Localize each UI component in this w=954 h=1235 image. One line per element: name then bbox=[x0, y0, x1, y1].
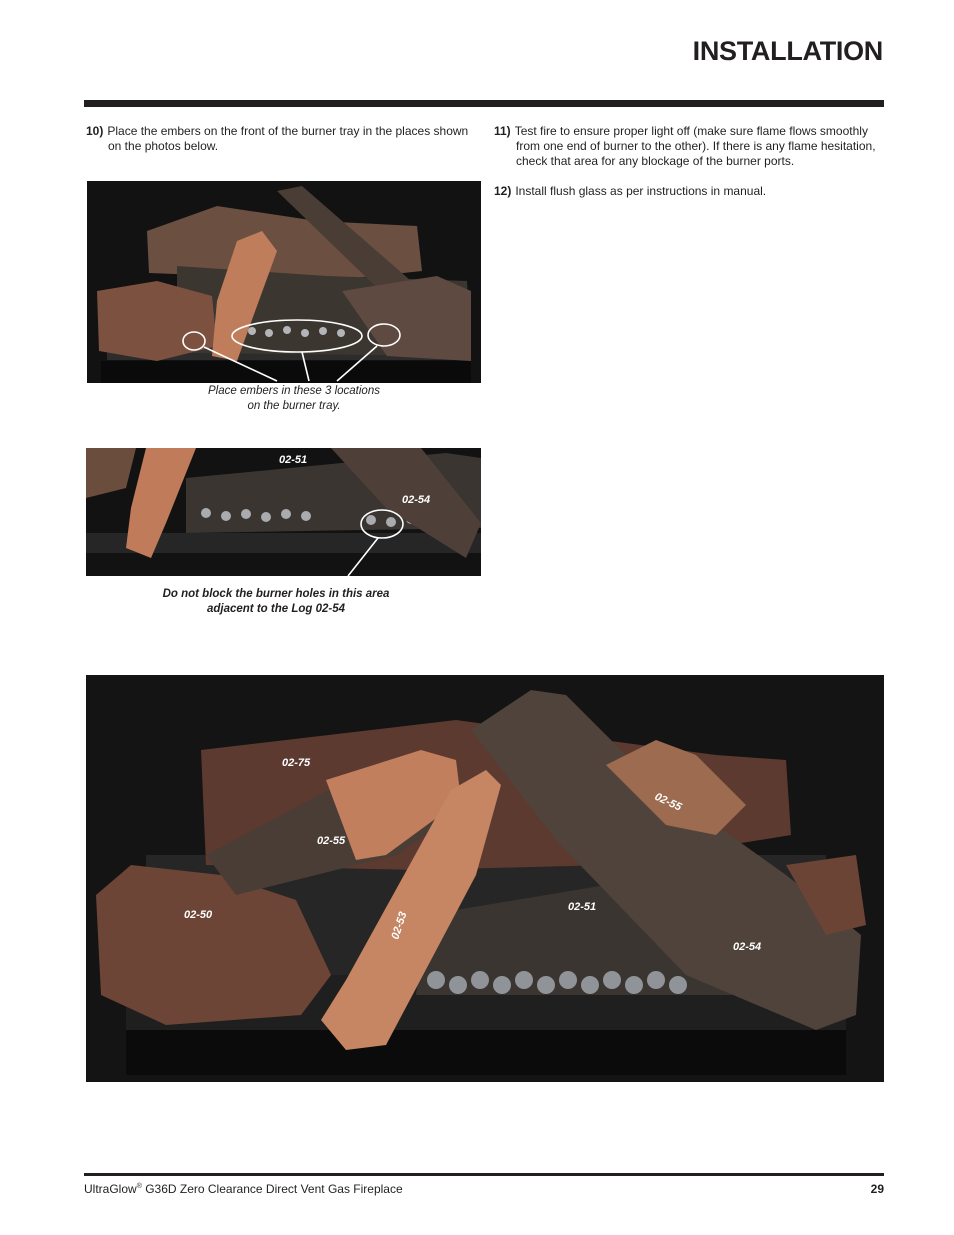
registered-mark: ® bbox=[136, 1183, 142, 1190]
footer-product bbox=[84, 1182, 403, 1196]
ember-locations-caption bbox=[170, 384, 418, 414]
log-placement-photo bbox=[86, 675, 884, 1082]
log-label-02-50: 02-50 bbox=[184, 909, 213, 921]
step-text-cont: on the photos below. bbox=[108, 139, 219, 153]
footer-model: G36D Zero Clearance Direct Vent Gas Fireplace bbox=[141, 1182, 403, 1196]
footer-rule bbox=[84, 1173, 884, 1176]
log-label-02-54: 02-54 bbox=[733, 941, 762, 953]
step-text-cont: check that area for any blockage of the burner ports. bbox=[516, 154, 795, 168]
caption-line: adjacent to the Log 02-54 bbox=[206, 603, 346, 615]
burner-holes-caption bbox=[110, 587, 442, 617]
caption-line: on the burner tray. bbox=[247, 400, 341, 412]
step-text: Install flush glass as per instructions in manual. bbox=[515, 184, 767, 198]
log-label-02-55-right: 02-55 bbox=[652, 790, 684, 814]
log-label-02-51: 02-51 bbox=[568, 901, 597, 913]
log-label-02-55-left: 02-55 bbox=[317, 835, 346, 847]
log-label-02-75: 02-75 bbox=[282, 757, 311, 769]
step-number: 12) bbox=[494, 184, 512, 198]
step-12 bbox=[494, 184, 889, 199]
page-number: 29 bbox=[870, 1182, 884, 1196]
page-title: INSTALLATION bbox=[692, 36, 883, 66]
burner-holes-photo bbox=[86, 448, 481, 576]
caption-line: Place embers in these 3 locations bbox=[208, 385, 380, 397]
footer-brand: UltraGlow bbox=[84, 1182, 137, 1196]
ember-locations-photo bbox=[87, 181, 481, 383]
caption-line: Do not block the burner holes in this area bbox=[162, 588, 390, 600]
step-text: Test fire to ensure proper light off (make sure flame flows smoothly bbox=[514, 124, 868, 138]
log-label-02-53: 02-53 bbox=[389, 910, 410, 941]
log-label-02-54: 02-54 bbox=[402, 494, 431, 506]
step-text: Place the embers on the front of the burner tray in the places shown bbox=[107, 124, 469, 138]
step-text-cont: from one end of burner to the other). If there is any flame hesitation, bbox=[516, 139, 876, 153]
header-rule bbox=[84, 100, 884, 107]
step-number: 10) bbox=[86, 124, 104, 138]
step-11 bbox=[494, 124, 889, 169]
step-10 bbox=[86, 124, 486, 154]
step-number: 11) bbox=[494, 124, 511, 138]
log-label-02-51: 02-51 bbox=[279, 454, 308, 466]
